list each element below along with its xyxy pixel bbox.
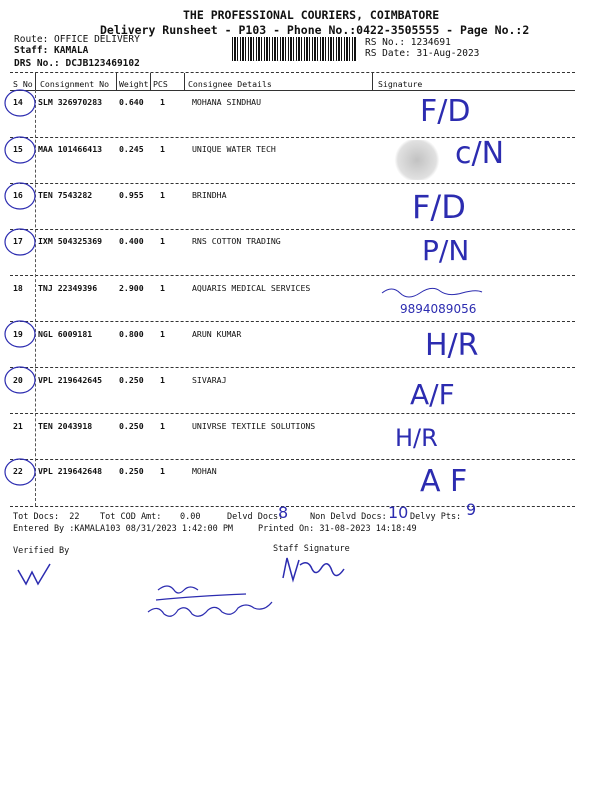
verified-by-label: Verified By — [13, 546, 70, 556]
staff-signature-label: Staff Signature — [273, 544, 350, 554]
row-pcs: 1 — [160, 190, 165, 200]
row-weight: 0.245 — [119, 144, 144, 154]
row-pcs: 1 — [160, 236, 165, 246]
non-delivered-docs-label: Non Delvd Docs: — [310, 512, 387, 522]
row-pcs: 1 — [160, 329, 165, 339]
row-consignment: TEN 7543282 — [38, 190, 93, 200]
col-header-signature: Signature — [378, 79, 423, 89]
row-consignee: SIVARAJ — [192, 375, 227, 385]
row-consignment: TEN 2043918 — [38, 421, 93, 431]
row-consignee: ARUN KUMAR — [192, 329, 242, 339]
row-weight: 0.250 — [119, 375, 144, 385]
total-cod-label: Tot COD Amt: — [100, 512, 162, 522]
row-signature-handwritten: P/N — [422, 234, 470, 267]
delivery-points-label: Delvy Pts: — [410, 512, 462, 522]
row-sno: 22 — [13, 466, 23, 476]
col-header-pcs: PCS — [153, 79, 168, 89]
row-consignee: AQUARIS MEDICAL SERVICES — [192, 283, 311, 293]
printed-on: Printed On: 31-08-2023 14:18:49 — [258, 524, 417, 534]
row-signature-handwritten: H/R — [425, 328, 479, 363]
row-consignee: MOHAN — [192, 466, 217, 476]
company-title: THE PROFESSIONAL COURIERS, COIMBATORE — [183, 8, 440, 22]
col-header-consignee: Consignee Details — [188, 79, 272, 89]
row-weight: 2.900 — [119, 283, 144, 293]
row-signature-handwritten: F/D — [412, 188, 466, 226]
row-pcs: 1 — [160, 421, 165, 431]
row-signature-handwritten: F/D — [420, 94, 471, 129]
delivered-docs-handwritten: 8 — [278, 503, 289, 522]
col-header-sno: S No — [13, 79, 33, 89]
non-delivered-docs-handwritten: 10 — [388, 503, 409, 522]
row-weight: 0.400 — [119, 236, 144, 246]
row-sno: 16 — [13, 190, 23, 200]
row-pcs: 1 — [160, 375, 165, 385]
col-header-weight: Weight — [119, 79, 149, 89]
row-signature-handwritten: A/F — [410, 378, 455, 411]
row-sno: 19 — [13, 329, 23, 339]
row-consignee: UNIVRSE TEXTILE SOLUTIONS — [192, 421, 316, 431]
row-consignment: VPL 219642648 — [38, 466, 103, 476]
row-consignee: UNIQUE WATER TECH — [192, 144, 276, 154]
row-sno: 18 — [13, 283, 23, 293]
total-cod-amount: 0.00 — [180, 512, 201, 522]
staff-label: Staff: KAMALA — [14, 45, 89, 56]
row-sno: 20 — [13, 375, 23, 385]
row-consignee: RNS COTTON TRADING — [192, 236, 281, 246]
row-consignment: VPL 219642645 — [38, 375, 103, 385]
row-consignee: BRINDHA — [192, 190, 227, 200]
row-pcs: 1 — [160, 144, 165, 154]
route-label: Route: OFFICE DELIVERY — [14, 34, 140, 45]
row-pcs: 1 — [160, 466, 165, 476]
delivered-docs-label: Delvd Docs: — [227, 512, 284, 522]
rs-number: RS No.: 1234691 — [365, 37, 451, 48]
row-signature-phone-handwritten: 9894089056 — [400, 302, 477, 316]
row-weight: 0.250 — [119, 421, 144, 431]
row-sno: 14 — [13, 97, 23, 107]
row-sno: 21 — [13, 421, 23, 431]
row-weight: 0.955 — [119, 190, 144, 200]
row-pcs: 1 — [160, 97, 165, 107]
row-consignment: TNJ 22349396 — [38, 283, 98, 293]
row-sno: 15 — [13, 144, 23, 154]
row-sno: 17 — [13, 236, 23, 246]
total-docs: Tot Docs: 22 — [13, 512, 80, 522]
row-pcs: 1 — [160, 283, 165, 293]
row-weight: 0.250 — [119, 466, 144, 476]
drs-number: DRS No.: DCJB123469102 — [14, 58, 140, 69]
row-consignment: SLM 326970283 — [38, 97, 103, 107]
col-header-consignment: Consignment No — [40, 79, 110, 89]
row-signature-handwritten: A F — [420, 464, 468, 499]
runsheet-subtitle: Delivery Runsheet - P103 - Phone No.:0422-3505555 - Page No.:2 — [100, 23, 530, 37]
row-consignment: NGL 6009181 — [38, 329, 93, 339]
rs-date: RS Date: 31-Aug-2023 — [365, 48, 480, 59]
row-weight: 0.640 — [119, 97, 144, 107]
row-consignment: MAA 101466413 — [38, 144, 103, 154]
delivery-points-handwritten: 9 — [466, 500, 477, 519]
row-consignee: MOHANA SINDHAU — [192, 97, 262, 107]
row-weight: 0.800 — [119, 329, 144, 339]
row-signature-handwritten: c/N — [455, 136, 505, 171]
row-signature-handwritten: H/R — [395, 424, 438, 452]
row-consignment: IXM 504325369 — [38, 236, 103, 246]
entered-by: Entered By :KAMALA103 08/31/2023 1:42:00 PM — [13, 524, 234, 534]
